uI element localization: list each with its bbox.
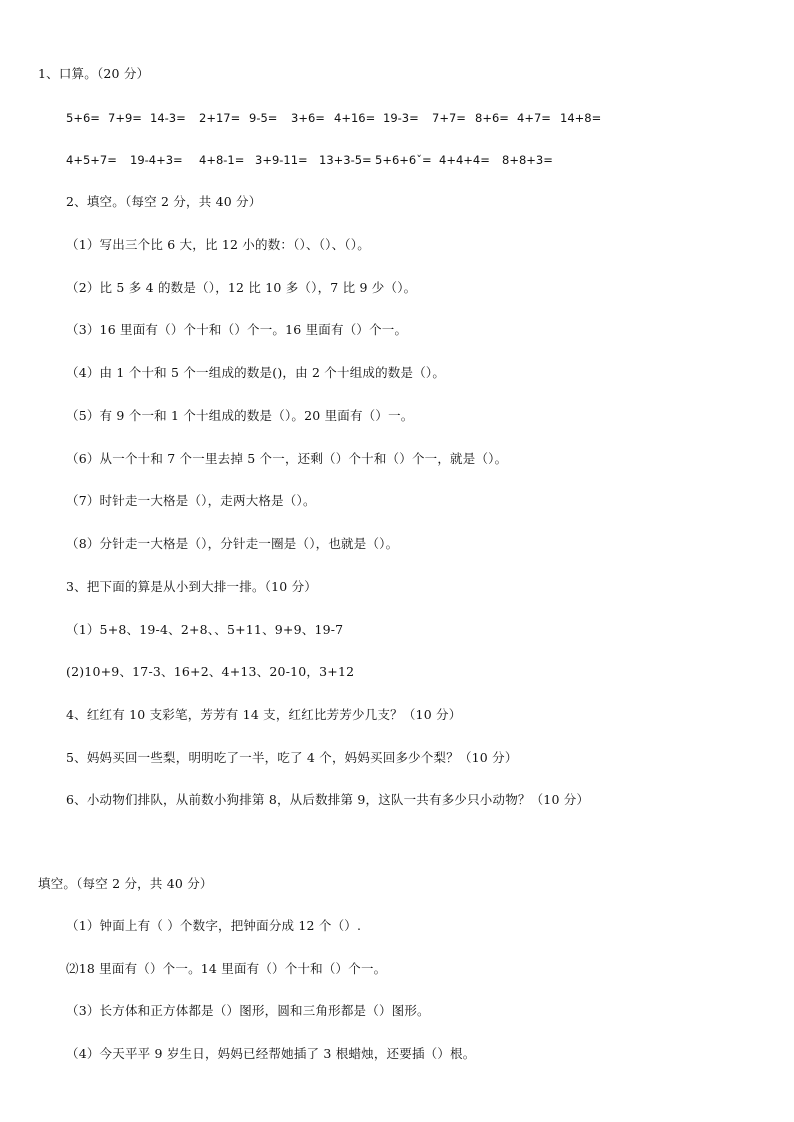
math-item: 4+16=	[334, 111, 376, 125]
math-item: 5+6+6ˇ=	[375, 153, 432, 167]
word-problem-4: 4、红红有 10 支彩笔，芳芳有 14 支，红红比芳芳少几支？（10 分）	[66, 707, 462, 722]
fill-blank-item: （3）长方体和正方体都是（）图形，圆和三角形都是（）图形。	[66, 1003, 430, 1018]
section2-title: 2、填空。（每空 2 分，共 40 分）	[66, 194, 262, 209]
fill-blank-item: （8）分针走一大格是（），分针走一圈是（），也就是（）。	[66, 536, 399, 551]
fill-blank-item: （2）比 5 多 4 的数是（），12 比 10 多（），7 比 9 少（）。	[66, 280, 417, 295]
fill-blank-item: （4）今天平平 9 岁生日，妈妈已经帮她插了 3 根蜡烛，还要插（）根。	[66, 1046, 476, 1061]
math-item: 19-3=	[383, 111, 419, 125]
math-item: 7+9=	[108, 111, 142, 125]
math-item: 19-4+3=	[130, 153, 183, 167]
mental-math-row-2	[66, 152, 566, 168]
fill-blank-item: （7）时针走一大格是（），走两大格是（）。	[66, 493, 316, 508]
math-item: 4+8-1=	[199, 153, 245, 167]
word-problem-6: 6、小动物们排队，从前数小狗排第 8，从后数排第 9，这队一共有多少只小动物？（10 分）	[66, 792, 590, 807]
math-item: 8+8+3=	[502, 153, 553, 167]
section7-title: 填空。（每空 2 分，共 40 分）	[38, 876, 213, 891]
math-item: 2+17=	[199, 111, 241, 125]
math-item: 4+5+7=	[66, 153, 117, 167]
math-item: 14-3=	[150, 111, 186, 125]
fill-blank-item: （1）写出三个比 6 大，比 12 小的数：（）、（）、（）。	[66, 237, 370, 252]
math-item: 3+6=	[291, 111, 325, 125]
fill-blank-item: ⑵18 里面有（）个一。14 里面有（）个十和（）个一。	[66, 961, 387, 976]
mental-math-row-1	[66, 110, 626, 126]
section3-title: 3、把下面的算是从小到大排一排。（10 分）	[66, 579, 317, 594]
math-item: 3+9-11=	[255, 153, 308, 167]
fill-blank-item: （4）由 1 个十和 5 个一组成的数是()，由 2 个十组成的数是（）。	[66, 365, 446, 380]
section1-title: 1、口算。（20 分）	[38, 66, 150, 81]
fill-blank-item: （5）有 9 个一和 1 个十组成的数是（）。20 里面有（）一。	[66, 408, 414, 423]
ordering-item: (2)10+9、17-3、16+2、4+13、20-10，3+12	[66, 664, 355, 679]
math-item: 4+4+4=	[439, 153, 490, 167]
math-item: 7+7=	[432, 111, 466, 125]
word-problem-5: 5、妈妈买回一些梨，明明吃了一半，吃了 4 个，妈妈买回多少个梨？（10 分）	[66, 750, 518, 765]
fill-blank-item: （3）16 里面有（）个十和（）个一。16 里面有（）个一。	[66, 322, 408, 337]
math-item: 8+6=	[475, 111, 509, 125]
math-item: 4+7=	[517, 111, 551, 125]
math-item: 9-5=	[249, 111, 278, 125]
math-item: 14+8=	[560, 111, 602, 125]
fill-blank-item: （6）从一个十和 7 个一里去掉 5 个一，还剩（）个十和（）个一，就是（）。	[66, 451, 508, 466]
math-item: 13+3-5=	[319, 153, 372, 167]
ordering-item: （1）5+8、19-4、2+8、、5+11、9+9、19-7	[66, 622, 344, 637]
fill-blank-item: （1）钟面上有（ ）个数字，把钟面分成 12 个（）.	[66, 918, 362, 933]
math-item: 5+6=	[66, 111, 100, 125]
